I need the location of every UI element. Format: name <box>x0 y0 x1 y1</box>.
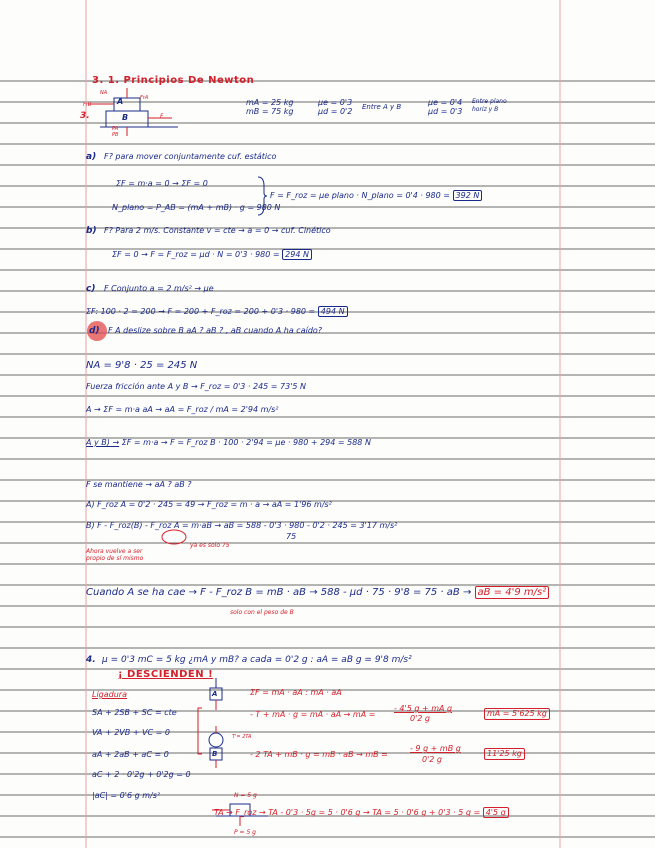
diagram-pa-label: PA <box>112 126 119 132</box>
masses-text: mA = 25 kg mB = 75 kg <box>246 98 294 116</box>
brace <box>256 176 268 216</box>
note-own: Ahora vuelve a ser propio de sí mismo <box>86 548 144 562</box>
pc-result: 4'5 g <box>483 807 509 818</box>
ligadura-line1: SA + 2SB + SC = cte <box>92 708 177 717</box>
note-only-75: ya es solo 75 <box>190 542 230 549</box>
red-circle-mark <box>160 528 188 548</box>
ligadura-line3: aA + 2aB + aC = 0 <box>92 750 169 759</box>
part-b-result: 294 N <box>282 249 312 260</box>
section-3-title: 3. 1. Principios De Newton <box>92 75 255 86</box>
ligadura-line5: |aC| = 0'6 g m/s² <box>92 791 161 800</box>
pa-denominator: 0'2 g <box>410 714 430 723</box>
block-a-label: A <box>117 97 124 106</box>
pc-line1: TA → F_roz → TA - 0'3 · 5g = 5 · 0'6 g → TA = 5 · 0'6 g + 0'3 · 5 g = 4'5 g <box>214 808 509 818</box>
part-d-line5: F se mantiene → aA ? aB ? <box>86 480 192 489</box>
ligadura-line4: aC + 2 · 0'2g + 0'2g = 0 <box>92 770 191 779</box>
part-d-line2: Fuerza fricción ante A y B → F_roz = 0'3 · 245 = 73'5 N <box>86 382 307 391</box>
part-c-result: 494 N <box>318 306 348 317</box>
pc-weight: P = 5 g <box>234 829 256 836</box>
part-a-question: F? para mover conjuntamente cuf. estático <box>104 152 277 161</box>
diagram-fr-b-label: FrB <box>83 102 92 108</box>
ligadura-label: Ligadura <box>92 690 127 699</box>
pulley-block-a: A <box>212 690 218 698</box>
mu-a-b-label: Entre A y B <box>362 103 402 111</box>
block-b-label: B <box>122 113 129 122</box>
part-b-question: F? Para 2 m/s. Constante v = cte → a = 0 → cuf. Cinético <box>104 226 331 235</box>
part-d-question: F A deslize sobre B aA ? aB ? , aB cuando A ha caído? <box>108 326 323 335</box>
pa-line1: ΣF = mA · aA : mA · aA <box>250 688 342 697</box>
pa-line2: - T + mA · g = mA · aA → mA = <box>250 710 376 719</box>
section-4-number: 4. <box>86 655 96 665</box>
pb-result: 11'25 kg <box>484 748 525 760</box>
part-d-label: d) <box>89 326 100 336</box>
pb-denominator: 0'2 g <box>422 755 442 764</box>
pc-normal: N = 5 g <box>234 792 257 799</box>
part-d-line6: A) F_roz A = 0'2 · 245 = 49 → F_roz = m · a → aA = 1'96 m/s² <box>86 500 332 509</box>
part-a-line2: N_plano = P_AB = (mA + mB) · g = 980 N <box>112 203 281 212</box>
diagram-fr-a-label: FrA <box>140 95 149 101</box>
diagram-na-label: NA <box>100 90 108 96</box>
pb-numerator: - 9 g + mB g <box>410 744 461 753</box>
part-c-question: F Conjunto a = 2 m/s² → μe <box>104 284 214 293</box>
pa-numerator: - 4'5 g + mA g <box>394 704 453 713</box>
part-d-line7: B) F - F_roz(B) - F_roz A = m·aB → aB = 588 - 0'3 · 980 - 0'2 · 245 = 3'17 m/s² <box>86 521 398 530</box>
section-4-title: ¡ DESCIENDEN ! <box>118 669 214 680</box>
section-4-header: μ = 0'3 mC = 5 kg ¿mA y mB? a cada = 0'2 g : aA = aB g = 9'8 m/s² <box>102 655 412 665</box>
part-b-label: b) <box>86 226 97 236</box>
mu-plane-label: Entre plano horiz y B <box>472 98 507 113</box>
part-a-label: a) <box>86 152 97 162</box>
section-3-number: 3. <box>80 111 90 121</box>
part-d-line3: A → ΣF = m·a aA → aA = F_roz / mA = 2'94 m/s² <box>86 405 279 414</box>
part-c-label: c) <box>86 284 96 294</box>
mu-plane-text: μe = 0'4 μd = 0'3 <box>428 98 463 116</box>
note-weight-b: solo con el peso de B <box>230 609 294 616</box>
part-d-line8: Cuando A se ha cae → F - F_roz B = mB · aB → 588 - μd · 75 · 9'8 = 75 · aB → aB = 4'9 m/s² <box>86 588 549 598</box>
part-a-result: 392 N <box>453 190 483 201</box>
part-d-line1: NA = 9'8 · 25 = 245 N <box>86 360 198 371</box>
part-b-line1: ΣF = 0 → F = F_roz = μd · N = 0'3 · 980 = 294 N <box>112 250 312 260</box>
ligadura-line2: VA + 2VB + VC = 0 <box>92 728 170 737</box>
pulley-tension-label: T'= 2TA <box>232 734 252 740</box>
mu-a-b-text: μe = 0'3 μd = 0'2 <box>318 98 353 116</box>
part-a-line3: F = F_roz = μe plano · N_plano = 0'4 · 980 = 392 N <box>270 191 482 201</box>
part-d-line4: A y B) → ΣF = m·a → F = F_roz B · 100 · 2'94 = μe · 980 + 294 = 588 N <box>86 438 371 447</box>
part-d-result: aB = 4'9 m/s² <box>475 586 550 599</box>
diagram-f-label: F <box>160 113 164 120</box>
part-a-line1: ΣF = m·a = 0 → ΣF = 0 <box>116 179 208 188</box>
diagram-pb-label: PB <box>112 132 119 138</box>
part-d-denominator: 75 <box>286 532 297 541</box>
pb-line1: - 2 TA + mB · g = mB · aB → mB = <box>250 750 388 759</box>
pa-result: mA = 5'625 kg <box>484 708 550 720</box>
part-c-line1: ΣF: 100 · 2 = 200 → F = 200 + F_roz = 200 + 0'3 · 980 = 494 N <box>86 307 348 317</box>
pulley-block-b: B <box>212 750 218 758</box>
